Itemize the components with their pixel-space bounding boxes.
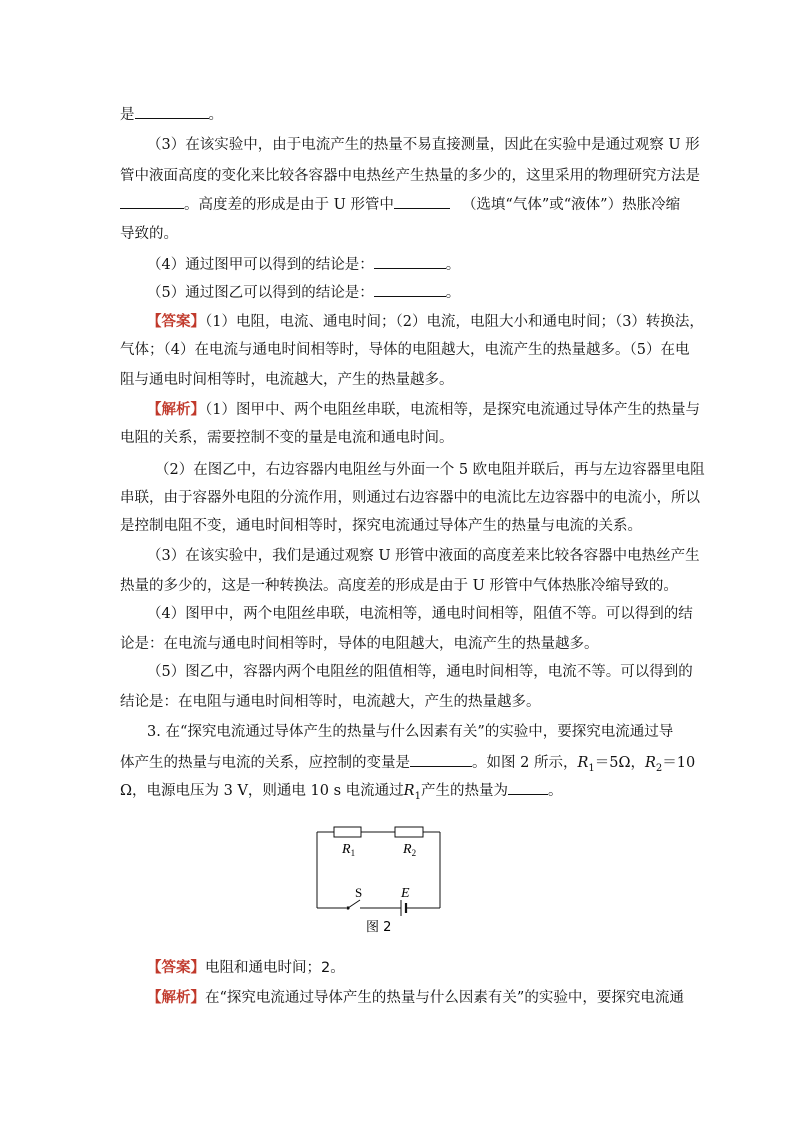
answer-blank[interactable]	[508, 780, 548, 795]
analysis-line: 串联，由于容器外电阻的分流作用，则通过右边容器中的电流比左边容器中的电流小，所以	[120, 490, 700, 506]
answer-line: 气体；（4）在电流与通电时间相等时，导体的电阻越大，电流产生的热量越多。（5）在电	[120, 342, 690, 358]
answer-blank[interactable]	[410, 752, 472, 767]
text: 。	[208, 107, 223, 123]
symbol-r2: R	[645, 755, 656, 771]
analysis-line: 电阻的关系，需要控制不变的量是电流和通电时间。	[120, 430, 454, 446]
text: 。	[445, 257, 461, 273]
analysis-line: （4）图甲中，两个电阻丝串联，电流相等，通电时间相等，阻值不等。可以得到的结	[147, 606, 693, 622]
answer-line: 阻与通电时间相等时，电流越大，产生的热量越多。	[120, 372, 454, 388]
analysis-line: 论是：在电流与通电时间相等时，导体的电阻越大，电流产生的热量越多。	[120, 636, 599, 652]
text: ＝5Ω，	[594, 755, 645, 771]
answer-line	[147, 958, 345, 978]
text: （5）通过图乙可以得到的结论是：	[147, 285, 374, 301]
question-line: 3. 在“探究电流通过导体产生的热量与什么因素有关”的实验中，要探究电流通过导	[147, 724, 674, 740]
text-line: 导致的。	[120, 226, 178, 242]
text: 。	[445, 285, 461, 301]
text: 体产生的热量与电流的关系，应控制的变量是	[120, 755, 410, 771]
text: 产生的热量为	[420, 783, 508, 799]
resistor-r2-symbol	[395, 827, 423, 837]
analysis-line: 热量的多少的，这是一种转换法。高度差的形成是由于 U 形管中气体热胀冷缩导致的。	[120, 578, 678, 594]
subscript: 1	[588, 762, 595, 774]
symbol-r1: R	[403, 783, 415, 799]
text: ＝10	[662, 755, 696, 771]
analysis-line: （3）在该实验中，我们是通过观察 U 形管中液面的高度差来比较各容器中电热丝产生	[147, 548, 700, 564]
analysis-line: （5）图乙中，容器内两个电阻丝的阻值相等，通电时间相等，电流不等。可以得到的	[147, 664, 693, 680]
figure-caption: 图 2	[366, 920, 392, 935]
text-line	[120, 104, 223, 125]
circuit-diagram	[300, 820, 460, 940]
resistor-r1-symbol	[334, 827, 361, 837]
switch-blade[interactable]	[348, 900, 360, 908]
answer-blank[interactable]	[374, 254, 446, 269]
text: 。	[547, 783, 563, 799]
answer-tag: 【答案】	[147, 314, 205, 330]
subscript: 1	[414, 790, 421, 802]
text: 电阻和通电时间；2。	[205, 960, 345, 976]
label-source: E	[401, 886, 410, 901]
answer-blank[interactable]	[135, 104, 209, 119]
symbol-r1: R	[577, 755, 589, 771]
label-r2: $R_2$	[403, 842, 417, 858]
label-r1: $R_1$	[342, 842, 356, 858]
text-line: （3）在该实验中，由于电流产生的热量不易直接测量，因此在实验中是通过观察 U 形	[147, 137, 700, 153]
text-line	[147, 282, 460, 303]
answer-blank[interactable]	[394, 194, 450, 209]
analysis-line	[147, 400, 700, 420]
text: 。高度差的形成是由于 U 形管中	[184, 197, 394, 213]
text: （4）通过图甲可以得到的结论是：	[147, 257, 374, 273]
answer-tag: 【答案】	[147, 960, 205, 976]
subscript: 2	[655, 762, 663, 774]
analysis-line: （2）在图乙中，右边容器内电阻丝与外面一个 5 欧电阻并联后，再与左边容器里电阻	[155, 462, 705, 478]
text-line: 管中液面高度的变化来比较各容器中电热丝产生热量的多少的，这里采用的物理研究方法是	[120, 168, 700, 184]
text: 在“探究电流通过导体产生的热量与什么因素有关”的实验中，要探究电流通	[205, 990, 684, 1006]
text-line	[120, 194, 680, 215]
text: （选填“气体”或“液体”）热胀冷缩	[461, 197, 681, 213]
text: 。如图 2 所示，	[472, 755, 578, 771]
question-line	[120, 752, 695, 779]
text: Ω，电源电压为 3 V，则通电 10 s 电流通过	[120, 783, 404, 799]
text: （1）电阻，电流、通电时间；（2）电流，电阻大小和通电时间；（3）转换法，	[205, 314, 704, 330]
answer-blank[interactable]	[120, 194, 184, 209]
analysis-tag: 【解析】	[147, 990, 205, 1006]
answer-blank[interactable]	[374, 282, 446, 297]
label-switch: S	[355, 885, 363, 900]
analysis-tag: 【解析】	[147, 402, 205, 418]
analysis-line	[147, 988, 684, 1008]
question-line	[120, 780, 562, 807]
answer-line	[147, 312, 704, 332]
analysis-line: 是控制电阻不变，通电时间相等时，探究电流通过导体产生的热量与电流的关系。	[120, 518, 642, 534]
text-line	[147, 254, 460, 275]
text: （1）图甲中、两个电阻丝串联，电流相等，是探究电流通过导体产生的热量与	[205, 402, 700, 418]
text: 是	[120, 107, 135, 123]
analysis-line: 结论是：在电阻与通电时间相等时，电流越大，产生的热量越多。	[120, 694, 541, 710]
